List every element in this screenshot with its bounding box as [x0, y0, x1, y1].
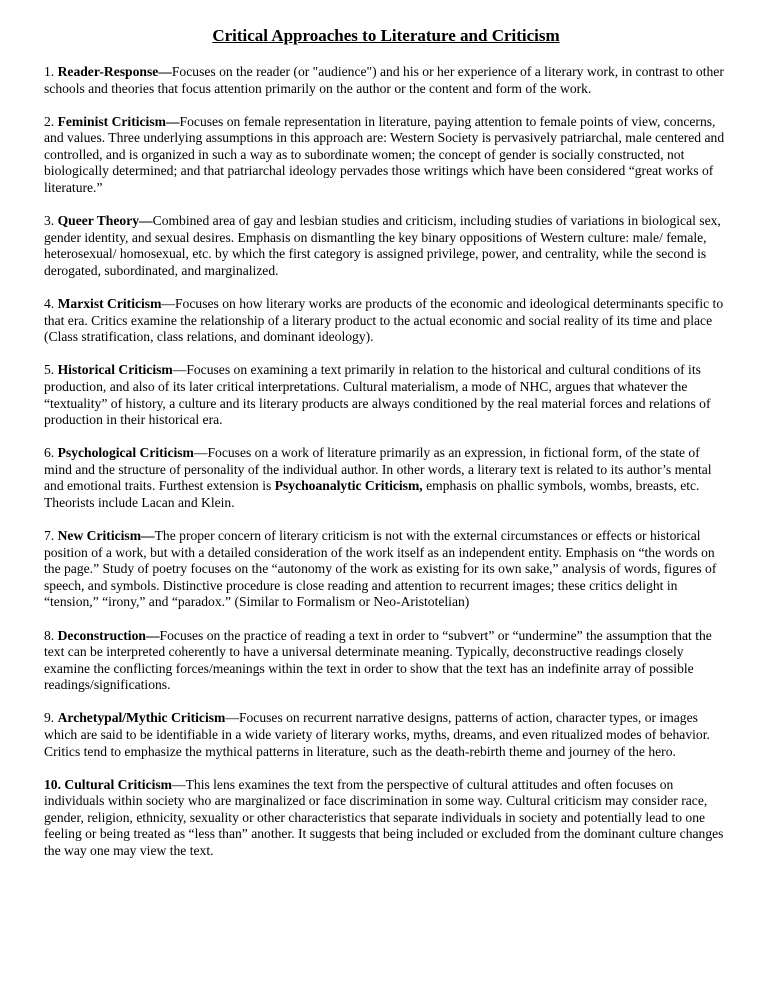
item-text: Focuses on the practice of reading a text in order to “subvert” or “undermine” the assumption that the text can be interpreted coherently to have a universal determinate meaning. Typically, deconstructive readings closely examine the conflicting forces/meanings within the text in order to show that the text has an indefinite array of possible readings/significations.: [44, 627, 712, 693]
item-text: —Focuses on a work of literature primarily as an expression, in fictional form, of the state of mind and the structure of personality of the individual author. In other words, a literary text is related to its author’s mental and emotional traits. Furthest extension is: [44, 445, 712, 494]
list-item-deconstruction: [44, 628, 728, 694]
item-term: Marxist Criticism: [57, 296, 162, 312]
item-number: 8.: [44, 627, 58, 643]
list-item-marxist-criticism: [44, 296, 728, 346]
item-number: 5.: [44, 362, 58, 378]
item-term: Archetypal/Mythic Criticism: [57, 710, 226, 726]
list-item-historical-criticism: [44, 362, 728, 428]
item-text-secondary: emphasis on phallic symbols, wombs, breasts, etc. Theorists include Lacan and Klein.: [44, 478, 700, 510]
item-number: 6.: [44, 445, 58, 461]
item-number: 9.: [44, 710, 58, 726]
item-text: —Focuses on how literary works are products of the economic and ideological determinants specific to that era. Critics examine the relationship of a literary product to the actual economic and social reality of its time and place (Class stratification, class relations, and dominant ideology).: [44, 296, 724, 345]
item-text: Focuses on female representation in literature, paying attention to female points of view, concerns, and values. Three underlying assumptions in this approach are: Western Society is pervasively patriarchal, male centered and controlled, and is organized in such a way as to subordinate women; the concept of gender is socially constructed, not biologically determined; and that patriarchal ideology pervades those writings which have been considered “great works of literature.”: [44, 113, 725, 196]
item-term: Historical Criticism: [57, 362, 173, 378]
item-term: Queer Theory—: [57, 213, 153, 229]
list-item-feminist-criticism: [44, 114, 728, 197]
list-item-reader-response: [44, 64, 728, 97]
item-term: 10. Cultural Criticism: [44, 776, 172, 792]
item-number: 2.: [44, 113, 58, 129]
item-text: —Focuses on examining a text primarily in relation to the historical and cultural conditions of its production, and also of its later critical interpretations. Cultural materialism, a mode of NHC, argues that whatever the “textuality” of history, a culture and its literary products are always conditioned by the real material forces and relations of production in their historical era.: [44, 362, 711, 428]
item-number: 4.: [44, 296, 58, 312]
list-item-new-criticism: [44, 528, 728, 611]
page-title: Critical Approaches to Literature and Criticism: [212, 26, 560, 45]
list-item-cultural-criticism: [44, 777, 728, 860]
list-item-psychological-criticism: [44, 445, 728, 511]
list-item-queer-theory: [44, 213, 728, 279]
list-item-archetypal-criticism: [44, 710, 728, 760]
item-number: 1.: [44, 64, 58, 79]
item-text: The proper concern of literary criticism is not with the external circumstances or effects or historical position of a work, but with a detailed consideration of the work itself as an independent entity. Emphasis on “the words on the page.” Study of poetry focuses on the “autonomy of the work as existing for its own sake,” analysis of words, figures of speech, and symbols. Distinctive procedure is close reading and attention to recurrent images; these critics delight in “tension,” “irony,” and “paradox.” (Similar to Formalism or Neo-Aristotelian): [44, 528, 717, 610]
item-term: Feminist Criticism—: [57, 113, 180, 129]
item-number: 7.: [44, 528, 58, 544]
item-term: Deconstruction—: [57, 627, 160, 643]
item-text: Focuses on the reader (or "audience") and his or her experience of a literary work, in contrast to other schools and theories that focus attention primarily on the author or the content and form of the work.: [44, 64, 724, 96]
item-text: Combined area of gay and lesbian studies and criticism, including studies of variations in biological sex, gender identity, and sexual desires. Emphasis on dismantling the key binary oppositions of Western culture: male/ female, heterosexual/ homosexual, etc. by which the first category is assigned privilege, power, and centrality, while the second is derogated, subordinated, and marginalized.: [44, 213, 721, 278]
item-term-secondary: Psychoanalytic Criticism,: [274, 478, 423, 494]
item-text: —This lens examines the text from the perspective of cultural attitudes and often focuses on individuals within society who are marginalized or face discrimination in some way. Cultural criticism may consider race, gender, religion, ethnicity, sexuality or other characteristics that separate individuals in society and potentially lead to one feeling or being treated as “less than” another. It suggests that being included or excluded from the dominant culture changes the way one may view the text.: [44, 776, 724, 859]
item-term: Psychological Criticism: [57, 445, 194, 461]
item-term: New Criticism—: [57, 528, 155, 544]
item-text: —Focuses on recurrent narrative designs, patterns of action, character types, or images which are said to be identifiable in a wide variety of literary works, myths, dreams, and even ritualized modes of behavior. Critics tend to emphasize the mythical patterns in literature, such as the death-rebirth theme and journey of the hero.: [44, 710, 710, 759]
item-term: Reader-Response—: [57, 64, 172, 79]
item-number: 3.: [44, 213, 58, 229]
